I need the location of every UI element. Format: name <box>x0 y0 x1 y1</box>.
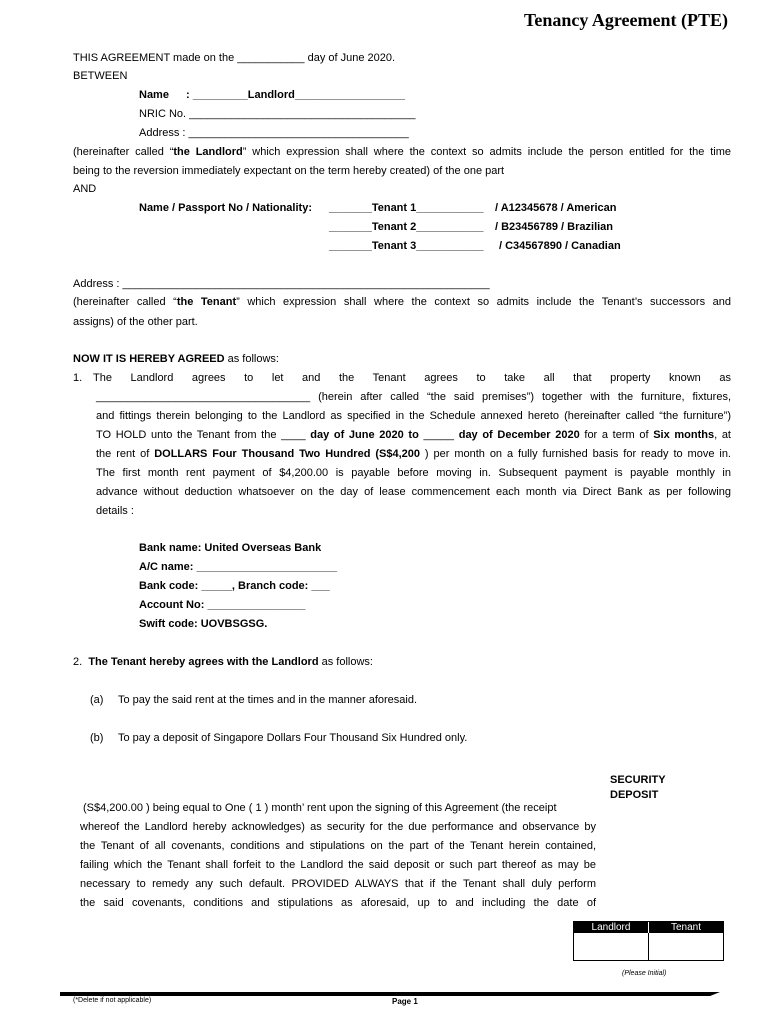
deposit-line2: whereof the Landlord hereby acknowledges) as security for the due performance and observance by <box>80 821 596 833</box>
landlord-nric: NRIC No. _____________________________________ <box>139 108 416 120</box>
tenant-2-id: / B23456789 / Brazilian <box>495 221 614 233</box>
tenant-2-name: _______Tenant 2___________ <box>329 221 484 233</box>
deposit-line4: failing which the Tenant shall forfeit to the Landlord the said deposit or such part thereof as may be <box>80 859 596 871</box>
landlord-name-label: Name <box>139 89 169 101</box>
bank-name: Bank name: United Overseas Bank <box>139 542 322 554</box>
agreed-heading: NOW IT IS HEREBY AGREED as follows: <box>73 353 279 365</box>
landlord-called-line2: being to the reversion immediately expectant on the term hereby created) of the one part <box>73 165 505 177</box>
landlord-column-header: Landlord <box>574 922 649 933</box>
bank-account-no: Account No: ________________ <box>139 599 306 611</box>
footer-rule <box>60 992 720 996</box>
clause-2b-label: (b) <box>90 732 104 744</box>
security-deposit-label-line1: SECURITY <box>610 774 666 786</box>
bank-swift-code: Swift code: UOVBSGSG. <box>139 618 268 630</box>
clause-1-number: 1. <box>73 372 83 384</box>
clause-2a-label: (a) <box>90 694 104 706</box>
clause-1-line3: and fittings therein belonging to the Landlord as specified in the Schedule annexed hereto (hereinafter called “the furniture”) <box>96 410 731 422</box>
between-label: BETWEEN <box>73 70 128 82</box>
clause-1-line5: the rent of DOLLARS Four Thousand Two Hundred (S$4,200 ) per month on a fully furnished basis for ready to move in. <box>96 448 731 460</box>
tenant-initial-cell[interactable] <box>649 933 723 960</box>
deposit-line1: (S$4,200.00 ) being equal to One ( 1 ) month’ rent upon the signing of this Agreement (the receipt <box>83 802 557 814</box>
and-label: AND <box>73 183 97 195</box>
security-deposit-label-line2: DEPOSIT <box>610 789 659 801</box>
tenant-address: Address : ____________________________________________________________ <box>73 278 490 290</box>
tenant-id-label: Name / Passport No / Nationality: <box>139 202 312 214</box>
landlord-initial-cell[interactable] <box>574 933 649 960</box>
deposit-line5: necessary to remedy any such default. PROVIDED ALWAYS that if the Tenant shall duly perform <box>80 878 596 890</box>
tenant-called-line1: (hereinafter called “the Tenant” which expression shall where the context so admits include the Tenant’s successors and <box>73 296 731 308</box>
document-title: Tenancy Agreement (PTE) <box>524 10 728 30</box>
deposit-line3: the Tenant of all covenants, conditions and stipulations on the part of the Tenant herein contained, <box>80 840 596 852</box>
please-initial-note: (Please Initial) <box>622 970 667 977</box>
tenant-column-header: Tenant <box>670 922 702 933</box>
clause-1-line8: details : <box>96 505 134 517</box>
clause-1-line7: advance without deduction whatsoever on the day of lease commencement each month via Direct Bank as per following <box>96 486 731 498</box>
clause-2a-text: To pay the said rent at the times and in the manner aforesaid. <box>118 694 418 706</box>
tenant-called-line2: assigns) of the other part. <box>73 316 198 328</box>
deposit-line6: the said covenants, conditions and stipulations as aforesaid, up to and including the date of <box>80 897 596 909</box>
tenant-3-name: _______Tenant 3___________ <box>329 240 484 252</box>
clause-2b-text: To pay a deposit of Singapore Dollars Four Thousand Six Hundred only. <box>118 732 468 744</box>
initial-box-body <box>574 933 723 960</box>
tenant-1-name: _______Tenant 1___________ <box>329 202 484 214</box>
delete-note: (*Delete if not applicable) <box>73 997 152 1004</box>
clause-2-heading: 2. The Tenant hereby agrees with the Landlord as follows: <box>73 656 373 668</box>
bank-ac-name: A/C name: _______________________ <box>139 561 338 573</box>
landlord-name-value: : _________Landlord__________________ <box>186 89 405 101</box>
clause-1-line1: The Landlord agrees to let and the Tenant agrees to take all that property known as <box>93 372 731 384</box>
landlord-called-line1: (hereinafter called “the Landlord” which expression shall where the context so admits include the person entitled for the time <box>73 146 731 158</box>
initial-box-header <box>574 922 723 933</box>
bank-code: Bank code: _____, Branch code: ___ <box>139 580 330 592</box>
clause-1-line4: TO HOLD unto the Tenant from the ____ day of June 2020 to _____ day of December 2020 for a term of Six months, at <box>96 429 731 441</box>
agreement-date-line: THIS AGREEMENT made on the ___________ day of June 2020. <box>73 52 396 64</box>
tenant-3-id: / C34567890 / Canadian <box>499 240 621 252</box>
tenant-1-id: / A12345678 / American <box>495 202 617 214</box>
clause-1-line6: The first month rent payment of $4,200.00 is payable before moving in. Subsequent payment is payable monthly in <box>96 467 731 479</box>
landlord-address: Address : ____________________________________ <box>139 127 409 139</box>
clause-1-line2: ___________________________________ (herein after called “the said premises”) together with the furniture, fixtures, <box>96 391 731 403</box>
initial-signature-box <box>573 921 724 961</box>
page-number: Page 1 <box>392 997 418 1006</box>
